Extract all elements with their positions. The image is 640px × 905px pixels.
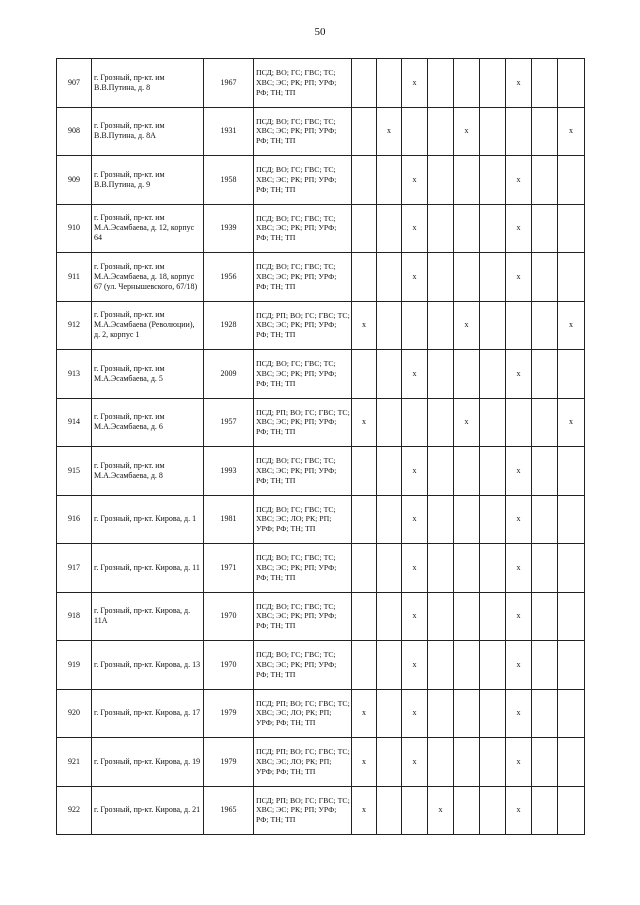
mark-cell [454, 253, 480, 302]
mark-cell [506, 301, 532, 350]
table-row [57, 253, 585, 302]
mark-cell [532, 253, 558, 302]
mark-cell [480, 738, 506, 787]
mark-cell [532, 641, 558, 690]
year-cell: 1956 [204, 253, 254, 302]
works-list-cell: ПСД; РП; ВО; ГС; ГВС; ТС; ХВС; ЭС; РК; РП; УРФ; РФ; ТН; ТП [254, 301, 352, 350]
mark-cell [428, 204, 454, 253]
mark-cell [377, 59, 402, 108]
address-cell: г. Грозный, пр-кт. Кирова, д. 17 [92, 689, 204, 738]
address-cell: г. Грозный, пр-кт. им М.А.Эсамбаева, д. 6 [92, 398, 204, 447]
mark-cell [558, 786, 585, 835]
mark-cell [377, 641, 402, 690]
mark-cell [506, 398, 532, 447]
table-row [57, 156, 585, 205]
works-list-cell: ПСД; ВО; ГС; ГВС; ТС; ХВС; ЭС; РК; РП; УРФ; РФ; ТН; ТП [254, 641, 352, 690]
address-cell: г. Грозный, пр-кт. Кирова, д. 11 [92, 544, 204, 593]
year-cell: 1928 [204, 301, 254, 350]
mark-cell: x [402, 689, 428, 738]
row-number: 911 [57, 253, 92, 302]
mark-cell: x [402, 156, 428, 205]
mark-cell [506, 107, 532, 156]
mark-cell [480, 107, 506, 156]
mark-cell: x [454, 107, 480, 156]
works-list-cell: ПСД; ВО; ГС; ГВС; ТС; ХВС; ЭС; РК; РП; УРФ; РФ; ТН; ТП [254, 204, 352, 253]
mark-cell: x [506, 59, 532, 108]
table-row [57, 301, 585, 350]
mark-cell [377, 544, 402, 593]
mark-cell: x [402, 447, 428, 496]
mark-cell [454, 786, 480, 835]
mark-cell [428, 107, 454, 156]
row-number: 908 [57, 107, 92, 156]
mark-cell [532, 495, 558, 544]
mark-cell [480, 495, 506, 544]
table-body [57, 59, 585, 835]
mark-cell: x [402, 495, 428, 544]
table-row [57, 544, 585, 593]
mark-cell [454, 204, 480, 253]
mark-cell [428, 398, 454, 447]
mark-cell: x [352, 786, 377, 835]
mark-cell: x [352, 398, 377, 447]
address-cell: г. Грозный, пр-кт. им В.В.Путина, д. 8А [92, 107, 204, 156]
page-number: 50 [314, 26, 326, 38]
mark-cell: x [352, 738, 377, 787]
mark-cell [558, 738, 585, 787]
mark-cell [377, 495, 402, 544]
address-cell: г. Грозный, пр-кт. им В.В.Путина, д. 8 [92, 59, 204, 108]
mark-cell [377, 398, 402, 447]
mark-cell [480, 398, 506, 447]
mark-cell [558, 592, 585, 641]
mark-cell: x [506, 738, 532, 787]
mark-cell: x [454, 398, 480, 447]
year-cell: 1981 [204, 495, 254, 544]
mark-cell [558, 689, 585, 738]
table-row [57, 689, 585, 738]
year-cell: 1979 [204, 689, 254, 738]
table-row [57, 786, 585, 835]
works-list-cell: ПСД; ВО; ГС; ГВС; ТС; ХВС; ЭС; РК; РП; УРФ; РФ; ТН; ТП [254, 544, 352, 593]
mark-cell: x [352, 301, 377, 350]
buildings-table [56, 58, 585, 835]
row-number: 910 [57, 204, 92, 253]
mark-cell [377, 592, 402, 641]
mark-cell [532, 689, 558, 738]
mark-cell [558, 59, 585, 108]
table-row [57, 398, 585, 447]
mark-cell [352, 592, 377, 641]
mark-cell [558, 253, 585, 302]
row-number: 909 [57, 156, 92, 205]
mark-cell [480, 689, 506, 738]
mark-cell [377, 350, 402, 399]
mark-cell: x [402, 592, 428, 641]
row-number: 917 [57, 544, 92, 593]
address-cell: г. Грозный, пр-кт. им М.А.Эсамбаева, д. 18, корпус 67 (ул. Чернышевского, 67/18) [92, 253, 204, 302]
mark-cell [428, 544, 454, 593]
mark-cell: x [506, 544, 532, 593]
address-cell: г. Грозный, пр-кт. им М.А.Эсамбаева (Революции), д. 2, корпус 1 [92, 301, 204, 350]
mark-cell [532, 398, 558, 447]
mark-cell [377, 447, 402, 496]
mark-cell: x [506, 689, 532, 738]
row-number: 912 [57, 301, 92, 350]
mark-cell [558, 350, 585, 399]
works-list-cell: ПСД; ВО; ГС; ГВС; ТС; ХВС; ЭС; РК; РП; УРФ; РФ; ТН; ТП [254, 59, 352, 108]
mark-cell [428, 156, 454, 205]
mark-cell [454, 544, 480, 593]
table-row [57, 592, 585, 641]
mark-cell [428, 59, 454, 108]
address-cell: г. Грозный, пр-кт. Кирова, д. 19 [92, 738, 204, 787]
mark-cell: x [402, 204, 428, 253]
mark-cell: x [506, 641, 532, 690]
mark-cell [558, 495, 585, 544]
works-list-cell: ПСД; ВО; ГС; ГВС; ТС; ХВС; ЭС; РК; РП; УРФ; РФ; ТН; ТП [254, 447, 352, 496]
row-number: 913 [57, 350, 92, 399]
mark-cell: x [352, 689, 377, 738]
works-list-cell: ПСД; РП; ВО; ГС; ГВС; ТС; ХВС; ЭС; ЛО; РК; РП; УРФ; РФ; ТН; ТП [254, 738, 352, 787]
row-number: 919 [57, 641, 92, 690]
table-row [57, 641, 585, 690]
mark-cell: x [454, 301, 480, 350]
works-list-cell: ПСД; ВО; ГС; ГВС; ТС; ХВС; ЭС; РК; РП; УРФ; РФ; ТН; ТП [254, 350, 352, 399]
table-row [57, 738, 585, 787]
mark-cell [454, 689, 480, 738]
mark-cell: x [402, 738, 428, 787]
mark-cell [352, 107, 377, 156]
works-list-cell: ПСД; РП; ВО; ГС; ГВС; ТС; ХВС; ЭС; РК; РП; УРФ; РФ; ТН; ТП [254, 398, 352, 447]
mark-cell [402, 398, 428, 447]
mark-cell: x [402, 641, 428, 690]
mark-cell [532, 204, 558, 253]
mark-cell [428, 301, 454, 350]
mark-cell [428, 495, 454, 544]
year-cell: 1931 [204, 107, 254, 156]
mark-cell [428, 350, 454, 399]
address-cell: г. Грозный, пр-кт. Кирова, д. 13 [92, 641, 204, 690]
mark-cell [480, 156, 506, 205]
mark-cell: x [558, 107, 585, 156]
row-number: 921 [57, 738, 92, 787]
year-cell: 1979 [204, 738, 254, 787]
mark-cell [480, 447, 506, 496]
mark-cell [352, 156, 377, 205]
mark-cell [428, 447, 454, 496]
works-list-cell: ПСД; ВО; ГС; ГВС; ТС; ХВС; ЭС; РК; РП; УРФ; РФ; ТН; ТП [254, 592, 352, 641]
mark-cell [480, 641, 506, 690]
mark-cell [480, 350, 506, 399]
row-number: 915 [57, 447, 92, 496]
year-cell: 1971 [204, 544, 254, 593]
year-cell: 1957 [204, 398, 254, 447]
row-number: 916 [57, 495, 92, 544]
table-row [57, 350, 585, 399]
mark-cell [454, 447, 480, 496]
mark-cell [454, 641, 480, 690]
table-row [57, 59, 585, 108]
works-list-cell: ПСД; РП; ВО; ГС; ГВС; ТС; ХВС; ЭС; РК; РП; УРФ; РФ; ТН; ТП [254, 786, 352, 835]
mark-cell [558, 204, 585, 253]
year-cell: 1993 [204, 447, 254, 496]
works-list-cell: ПСД; РП; ВО; ГС; ГВС; ТС; ХВС; ЭС; ЛО; РК; РП; УРФ; РФ; ТН; ТП [254, 689, 352, 738]
mark-cell: x [558, 398, 585, 447]
mark-cell [532, 786, 558, 835]
year-cell: 1967 [204, 59, 254, 108]
mark-cell: x [506, 495, 532, 544]
mark-cell [558, 447, 585, 496]
mark-cell: x [506, 447, 532, 496]
mark-cell [558, 544, 585, 593]
mark-cell [428, 641, 454, 690]
mark-cell [454, 592, 480, 641]
address-cell: г. Грозный, пр-кт. им М.А.Эсамбаева, д. 12, корпус 64 [92, 204, 204, 253]
mark-cell [480, 204, 506, 253]
mark-cell [352, 544, 377, 593]
mark-cell [532, 738, 558, 787]
year-cell: 1958 [204, 156, 254, 205]
mark-cell [454, 738, 480, 787]
mark-cell: x [377, 107, 402, 156]
mark-cell: x [506, 350, 532, 399]
address-cell: г. Грозный, пр-кт. им В.В.Путина, д. 9 [92, 156, 204, 205]
row-number: 920 [57, 689, 92, 738]
mark-cell [558, 641, 585, 690]
table-row [57, 204, 585, 253]
row-number: 922 [57, 786, 92, 835]
address-cell: г. Грозный, пр-кт. им М.А.Эсамбаева, д. 8 [92, 447, 204, 496]
works-list-cell: ПСД; ВО; ГС; ГВС; ТС; ХВС; ЭС; РК; РП; УРФ; РФ; ТН; ТП [254, 156, 352, 205]
mark-cell: x [402, 350, 428, 399]
mark-cell [377, 301, 402, 350]
mark-cell: x [506, 204, 532, 253]
year-cell: 2009 [204, 350, 254, 399]
mark-cell: x [506, 592, 532, 641]
address-cell: г. Грозный, пр-кт. им М.А.Эсамбаева, д. 5 [92, 350, 204, 399]
mark-cell [352, 495, 377, 544]
address-cell: г. Грозный, пр-кт. Кирова, д. 11А [92, 592, 204, 641]
mark-cell [352, 447, 377, 496]
year-cell: 1965 [204, 786, 254, 835]
works-list-cell: ПСД; ВО; ГС; ГВС; ТС; ХВС; ЭС; РК; РП; УРФ; РФ; ТН; ТП [254, 253, 352, 302]
mark-cell [532, 592, 558, 641]
mark-cell [532, 156, 558, 205]
mark-cell [402, 107, 428, 156]
mark-cell [532, 59, 558, 108]
mark-cell [454, 59, 480, 108]
mark-cell [352, 204, 377, 253]
table-row [57, 447, 585, 496]
mark-cell [428, 592, 454, 641]
mark-cell [532, 544, 558, 593]
mark-cell [480, 253, 506, 302]
mark-cell [352, 350, 377, 399]
mark-cell [532, 447, 558, 496]
mark-cell [454, 156, 480, 205]
mark-cell [558, 156, 585, 205]
mark-cell [532, 107, 558, 156]
mark-cell [402, 301, 428, 350]
row-number: 918 [57, 592, 92, 641]
mark-cell [352, 641, 377, 690]
year-cell: 1970 [204, 592, 254, 641]
year-cell: 1970 [204, 641, 254, 690]
mark-cell [352, 59, 377, 108]
mark-cell [428, 689, 454, 738]
table-row [57, 495, 585, 544]
works-list-cell: ПСД; ВО; ГС; ГВС; ТС; ХВС; ЭС; РК; РП; УРФ; РФ; ТН; ТП [254, 107, 352, 156]
mark-cell [352, 253, 377, 302]
mark-cell [532, 350, 558, 399]
mark-cell: x [402, 544, 428, 593]
mark-cell: x [428, 786, 454, 835]
mark-cell: x [558, 301, 585, 350]
mark-cell [480, 301, 506, 350]
mark-cell [377, 738, 402, 787]
mark-cell [377, 786, 402, 835]
mark-cell: x [506, 786, 532, 835]
mark-cell [480, 59, 506, 108]
mark-cell: x [402, 253, 428, 302]
mark-cell: x [506, 156, 532, 205]
year-cell: 1939 [204, 204, 254, 253]
works-list-cell: ПСД; ВО; ГС; ГВС; ТС; ХВС; ЭС; ЛО; РК; РП; УРФ; РФ; ТН; ТП [254, 495, 352, 544]
mark-cell [454, 495, 480, 544]
mark-cell [480, 592, 506, 641]
mark-cell [377, 204, 402, 253]
mark-cell [480, 786, 506, 835]
mark-cell [532, 301, 558, 350]
mark-cell: x [506, 253, 532, 302]
address-cell: г. Грозный, пр-кт. Кирова, д. 21 [92, 786, 204, 835]
mark-cell [428, 738, 454, 787]
mark-cell [480, 544, 506, 593]
mark-cell [454, 350, 480, 399]
row-number: 907 [57, 59, 92, 108]
table-row [57, 107, 585, 156]
row-number: 914 [57, 398, 92, 447]
mark-cell [402, 786, 428, 835]
mark-cell [377, 253, 402, 302]
address-cell: г. Грозный, пр-кт. Кирова, д. 1 [92, 495, 204, 544]
mark-cell [377, 689, 402, 738]
mark-cell: x [402, 59, 428, 108]
mark-cell [377, 156, 402, 205]
mark-cell [428, 253, 454, 302]
